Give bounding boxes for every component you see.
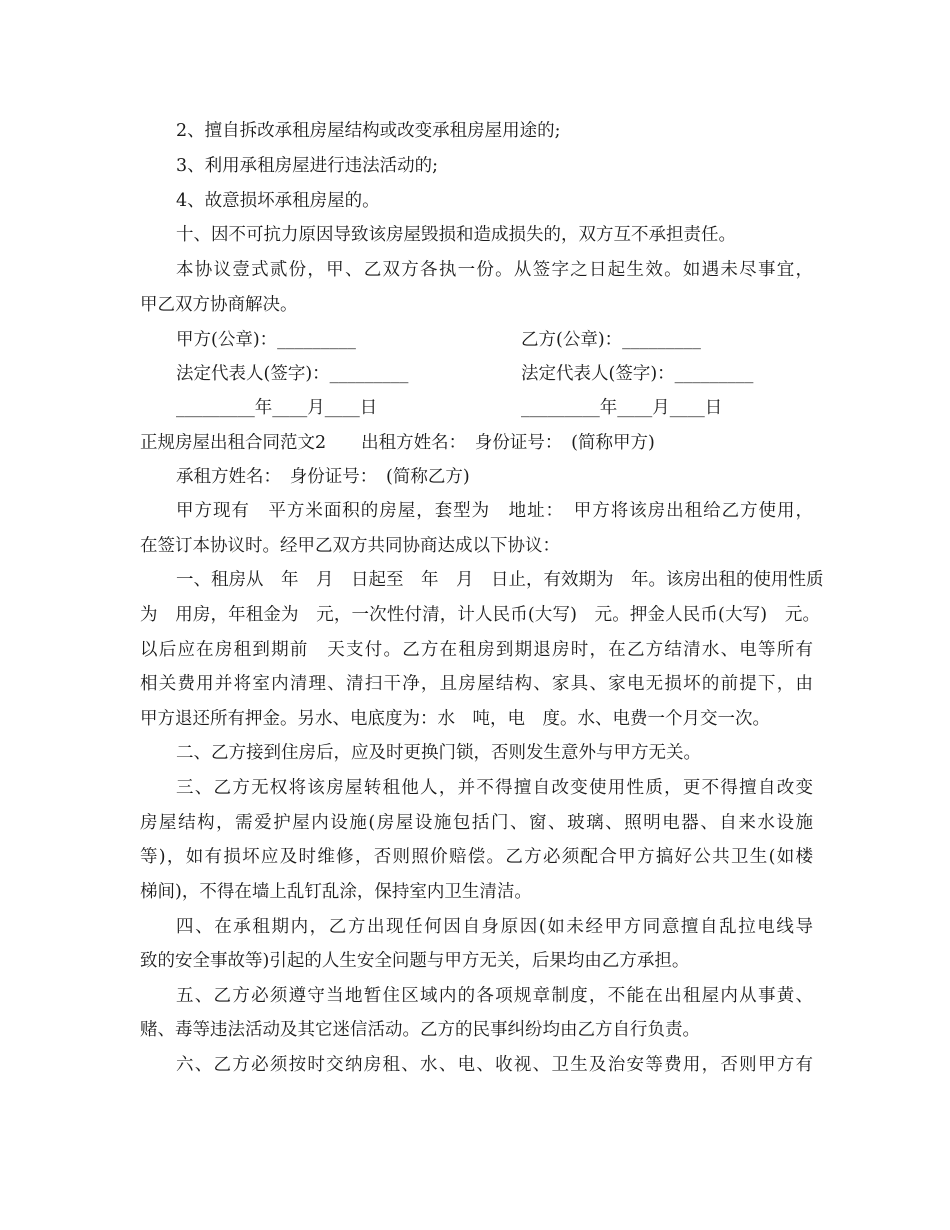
clause-line: 等)，如有损坏应及时维修，否则照价赔偿。乙方必须配合甲方搞好公共卫生(如楼: [140, 847, 813, 867]
party-b-date: _________年____月____日: [521, 398, 723, 418]
clause-line: 赌、毒等违法活动及其它迷信活动。乙方的民事纠纷均由乙方自行负责。: [140, 1020, 700, 1040]
clause-line: 四、在承租期内，乙方出现任何因自身原因(如未经甲方同意擅自乱拉电线导: [176, 917, 813, 937]
clause-line: 梯间)，不得在墙上乱钉乱涂，保持室内卫生清洁。: [140, 882, 532, 902]
clause-line: 二、乙方接到住房后，应及时更换门锁，否则发生意外与甲方无关。: [176, 743, 701, 763]
party-b-representative: 法定代表人(签字)：_________: [521, 364, 754, 384]
clause-line: 3、利用承租房屋进行违法活动的;: [176, 156, 439, 176]
clause-line: 以后应在房租到期前 天支付。乙方在租房到期退房时，在乙方结清水、电等所有: [140, 640, 813, 660]
agreement-line: 本协议壹式贰份，甲、乙双方各执一份。从签字之日起生效。如遇未尽事宜，: [176, 260, 813, 280]
clause-line: 三、乙方无权将该房屋转租他人，并不得擅自改变使用性质，更不得擅自改变: [176, 778, 813, 798]
property-line: 在签订本协议时。经甲乙双方共同协商达成以下协议：: [140, 536, 560, 556]
lessee-line: 承租方姓名： 身份证号： (简称乙方): [176, 467, 470, 487]
clause-line: 致的安全事故等)引起的人生安全问题与甲方无关，后果均由乙方承担。: [140, 951, 690, 971]
clause-line: 相关费用并将室内清理、清扫干净，且房屋结构、家具、家电无损坏的前提下，由: [140, 674, 813, 694]
agreement-line: 甲乙双方协商解决。: [140, 295, 298, 315]
clause-line: 五、乙方必须遵守当地暂住区域内的各项规章制度，不能在出租屋内从事黄、: [176, 986, 813, 1006]
party-a-representative: 法定代表人(签字)：_________: [176, 364, 409, 384]
property-line: 甲方现有 平方米面积的房屋，套型为 地址： 甲方将该房出租给乙方使用，: [176, 501, 813, 521]
clause-line: 甲方退还所有押金。另水、电底度为：水 吨，电 度。水、电费一个月交一次。: [140, 709, 770, 729]
clause-line: 2、擅自拆改承租房屋结构或改变承租房屋用途的;: [176, 121, 561, 141]
party-a-seal: 甲方(公章)：_________: [176, 330, 356, 350]
clause-line: 十、因不可抗力原因导致该房屋毁损和造成损失的，双方互不承担责任。: [176, 225, 736, 245]
contract-title-line: 正规房屋出租合同范文2 出租方姓名： 身份证号： (简称甲方): [140, 433, 655, 453]
party-b-seal: 乙方(公章)：_________: [521, 330, 701, 350]
clause-line: 一、租房从 年 月 日起至 年 月 日止，有效期为 年。该房出租的使用性质: [176, 570, 824, 590]
clause-line: 为 用房，年租金为 元，一次性付清，计人民币(大写) 元。押金人民币(大写) 元。: [140, 605, 820, 625]
clause-line: 房屋结构，需爱护屋内设施(房屋设施包括门、窗、玻璃、照明电器、自来水设施: [140, 813, 813, 833]
clause-line: 六、乙方必须按时交纳房租、水、电、收视、卫生及治安等费用，否则甲方有: [176, 1055, 813, 1075]
clause-line: 4、故意损坏承租房屋的。: [176, 191, 380, 211]
party-a-date: _________年____月____日: [176, 398, 378, 418]
